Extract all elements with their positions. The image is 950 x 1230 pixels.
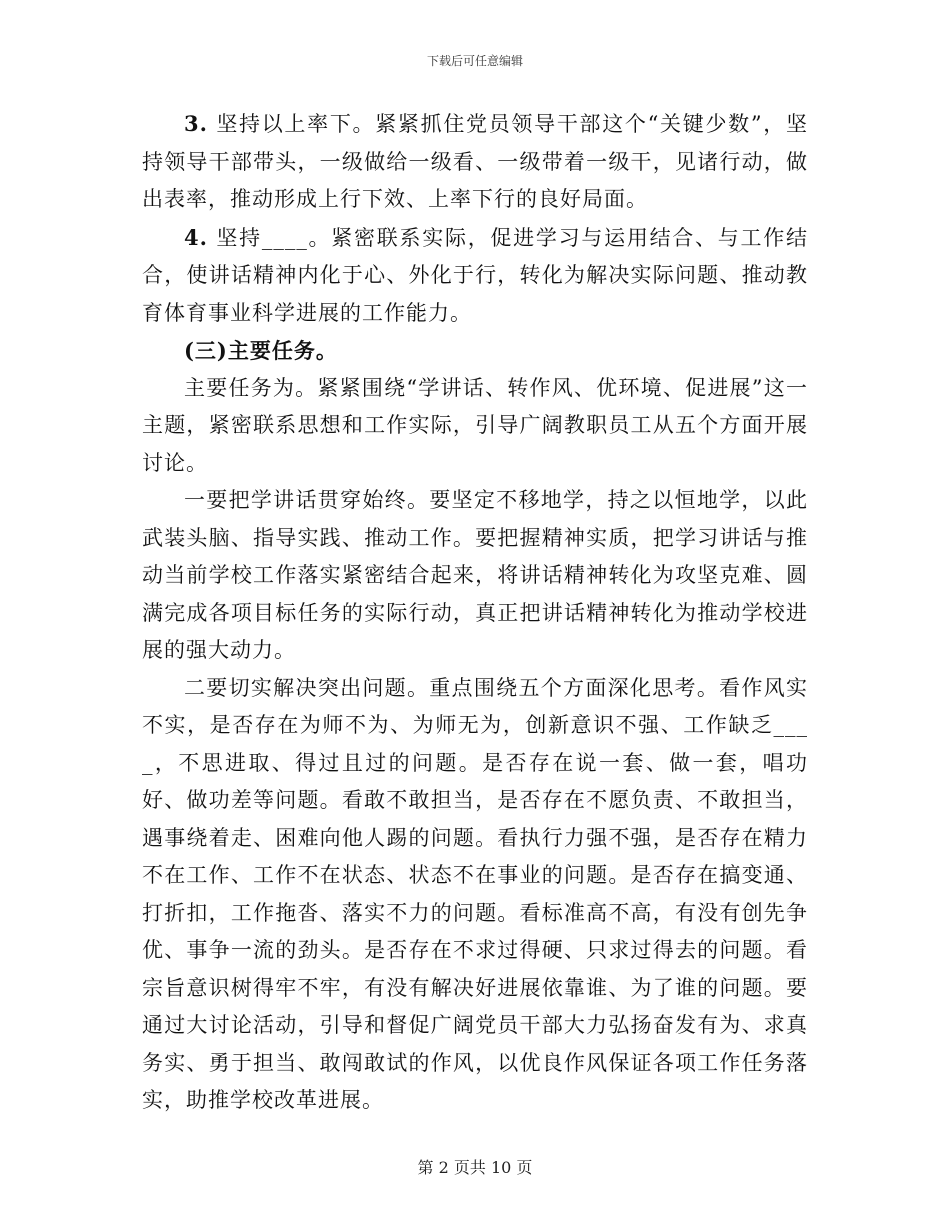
paragraph-number: 4. xyxy=(184,224,208,250)
paragraph-number: 3. xyxy=(184,111,208,136)
document-body xyxy=(142,105,808,1120)
paragraph-task-one: 一要把学讲话贯穿始终。要坚定不移地学，持之以恒地学，以此武装头脑、指导实践、推动工作。要把握精神实质，把学习讲话与推动当前学校工作落实紧密结合起来，将讲话精神转化为攻坚克难、圆满完成各项目标任务的实际行动，真正把讲话精神转化为推动学校进展的强大动力。 xyxy=(142,488,808,662)
paragraph-main-task: 主要任务为。紧紧围绕“学讲话、转作风、优环境、促进展”这一主题，紧密联系思想和工作实际，引导广阔教职员工从五个方面开展讨论。 xyxy=(142,375,808,475)
page-footer: 第 2 页共 10 页 xyxy=(417,1158,533,1177)
paragraph-text: 坚持以上率下。紧紧抓住党员领导干部这个“关键少数”，坚持领导干部带头，一级做给一级看、一级带着一级干，见诸行动，做出表率，推动形成上行下效、上率下行的良好局面。 xyxy=(142,112,808,211)
paragraph-task-two: 二要切实解决突出问题。重点围绕五个方面深化思考。看作风实不实，是否存在为师不为、为师无为，创新意识不强、工作缺乏____，不思进取、得过且过的问题。是否存在说一套、做一套，唱功好、做功差等问题。看敢不敢担当，是否存在不愿负责、不敢担当，遇事绕着走、困难向他人踢的问题。看执行力强不强，是否存在精力不在工作、工作不在状态、状态不在事业的问题。是否存在搞变通、打折扣，工作拖沓、落实不力的问题。看标准高不高，有没有创先争优、事争一流的劲头。是否存在不求过得硬、只求过得去的问题。看宗旨意识树得牢不牢，有没有解决好进展依靠谁、为了谁的问题。要通过大讨论活动，引导和督促广阔党员干部大力弘扬奋发有为、求真务实、勇于担当、敢闯敢试的作风，以优良作风保证各项工作任务落实，助推学校改革进展。 xyxy=(142,675,808,1112)
paragraph-text: 坚持____。紧密联系实际，促进学习与运用结合、与工作结合，使讲话精神内化于心、外化于行，转化为解决实际问题、推动教育体育事业科学进展的工作能力。 xyxy=(142,225,808,325)
page-header: 下载后可任意编辑 xyxy=(426,54,523,68)
paragraph-principle-4 xyxy=(142,219,808,333)
paragraph-principle-3 xyxy=(142,105,808,219)
section-heading: (三)主要任务。 xyxy=(184,338,338,363)
